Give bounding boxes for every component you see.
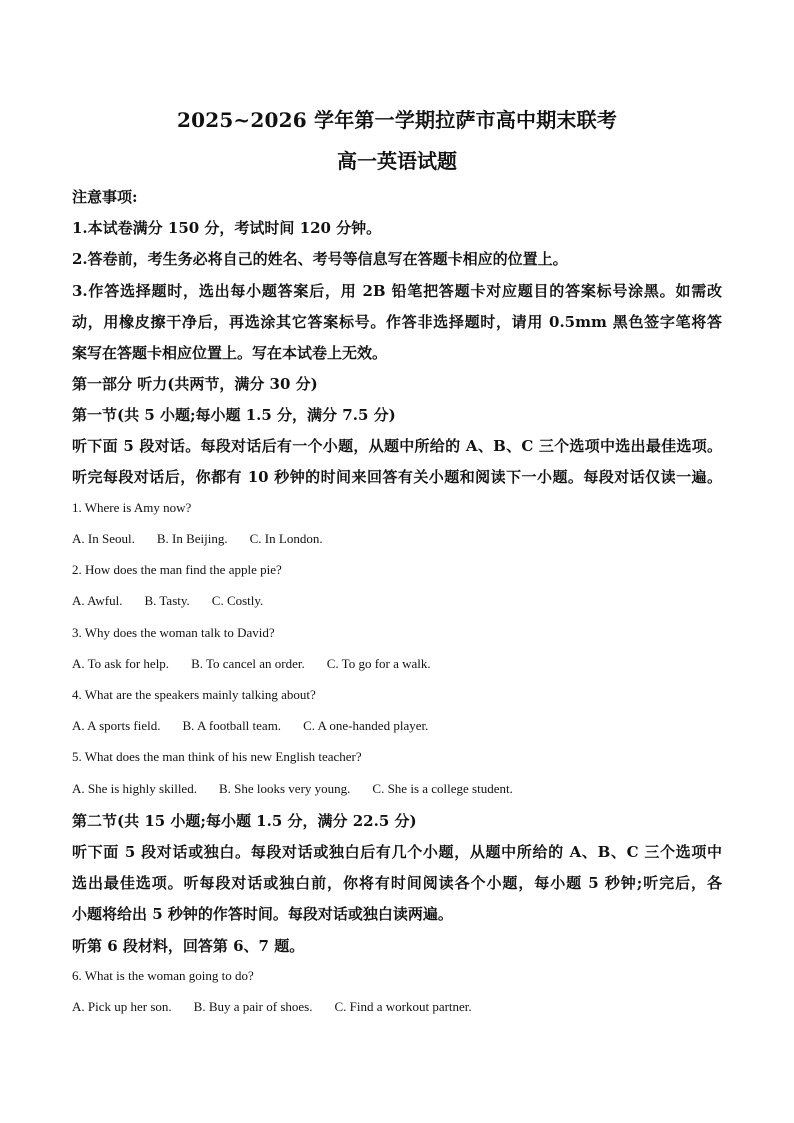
option-a: A. In Seoul.	[72, 531, 135, 546]
section2-instruction-line-2: 选出最佳选项。听每段对话或独白前，你将有时间阅读各个小题，每小题 5 秒钟;听完后，各	[72, 874, 722, 892]
option-a: A. To ask for help.	[72, 656, 170, 671]
question-3-options	[72, 656, 431, 672]
material-6-heading: 听第 6 段材料，回答第 6、7 题。	[72, 937, 305, 955]
option-b: B. A football team.	[182, 718, 282, 733]
section2-instruction-line-3: 小题将给出 5 秒钟的作答时间。每段对话或独白读两遍。	[72, 905, 453, 923]
section1-instruction-line-2: 听完每段对话后，你都有 10 秒钟的时间来回答有关小题和阅读下一小题。每段对话仅读一遍。	[72, 468, 722, 486]
option-c: C. In London.	[249, 531, 323, 546]
option-c: C. Costly.	[211, 593, 264, 608]
part1-heading: 第一部分 听力(共两节，满分 30 分)	[72, 375, 318, 393]
option-b: B. Tasty.	[144, 593, 190, 608]
notice-item-3-line-2: 动，用橡皮擦干净后，再选涂其它答案标号。作答非选择题时，请用 0.5mm 黑色签字笔将答	[72, 313, 722, 331]
question-2-options	[72, 593, 263, 609]
question-6: 6. What is the woman going to do?	[72, 968, 254, 983]
option-c: C. Find a workout partner.	[334, 999, 472, 1014]
section2-heading: 第二节(共 15 小题;每小题 1.5 分，满分 22.5 分)	[72, 812, 417, 830]
option-b: B. Buy a pair of shoes.	[193, 999, 313, 1014]
notice-item-3-line-3: 案写在答题卡相应位置上。写在本试卷上无效。	[72, 344, 388, 362]
question-4-options	[72, 718, 428, 734]
option-c: C. To go for a walk.	[326, 656, 431, 671]
question-6-options	[72, 999, 472, 1015]
question-1-options	[72, 531, 323, 547]
question-5: 5. What does the man think of his new English teacher?	[72, 749, 362, 764]
question-4: 4. What are the speakers mainly talking about?	[72, 687, 316, 702]
question-3: 3. Why does the woman talk to David?	[72, 625, 275, 640]
option-b: B. In Beijing.	[156, 531, 228, 546]
notice-item-2: 2.答卷前，考生务必将自己的姓名、考号等信息写在答题卡相应的位置上。	[72, 250, 568, 268]
option-a: A. Pick up her son.	[72, 999, 172, 1014]
question-5-options	[72, 781, 513, 797]
option-c: C. A one-handed player.	[303, 718, 429, 733]
exam-title: 2025~2026 学年第一学期拉萨市高中期末联考	[176, 108, 618, 132]
notice-item-3-line-1: 3.作答选择题时，选出每小题答案后，用 2B 铅笔把答题卡对应题目的答案标号涂黑。如需改	[72, 282, 722, 300]
option-c: C. She is a college student.	[372, 781, 513, 796]
section2-instruction-line-1: 听下面 5 段对话或独白。每段对话或独白后有几个小题，从题中所给的 A、B、C 三个选项中	[72, 843, 722, 861]
option-a: A. Awful.	[72, 593, 123, 608]
option-b: B. To cancel an order.	[191, 656, 305, 671]
section1-heading: 第一节(共 5 小题;每小题 1.5 分，满分 7.5 分)	[72, 406, 396, 424]
option-a: A. A sports field.	[72, 718, 161, 733]
question-2: 2. How does the man find the apple pie?	[72, 562, 282, 577]
question-1: 1. Where is Amy now?	[72, 500, 192, 515]
notice-item-1: 1.本试卷满分 150 分，考试时间 120 分钟。	[72, 219, 382, 237]
exam-subtitle: 高一英语试题	[337, 149, 457, 173]
option-b: B. She looks very young.	[218, 781, 351, 796]
option-a: A. She is highly skilled.	[72, 781, 197, 796]
notice-heading: 注意事项:	[72, 188, 138, 206]
section1-instruction-line-1: 听下面 5 段对话。每段对话后有一个小题，从题中所给的 A、B、C 三个选项中选出最佳选项。	[72, 437, 722, 455]
